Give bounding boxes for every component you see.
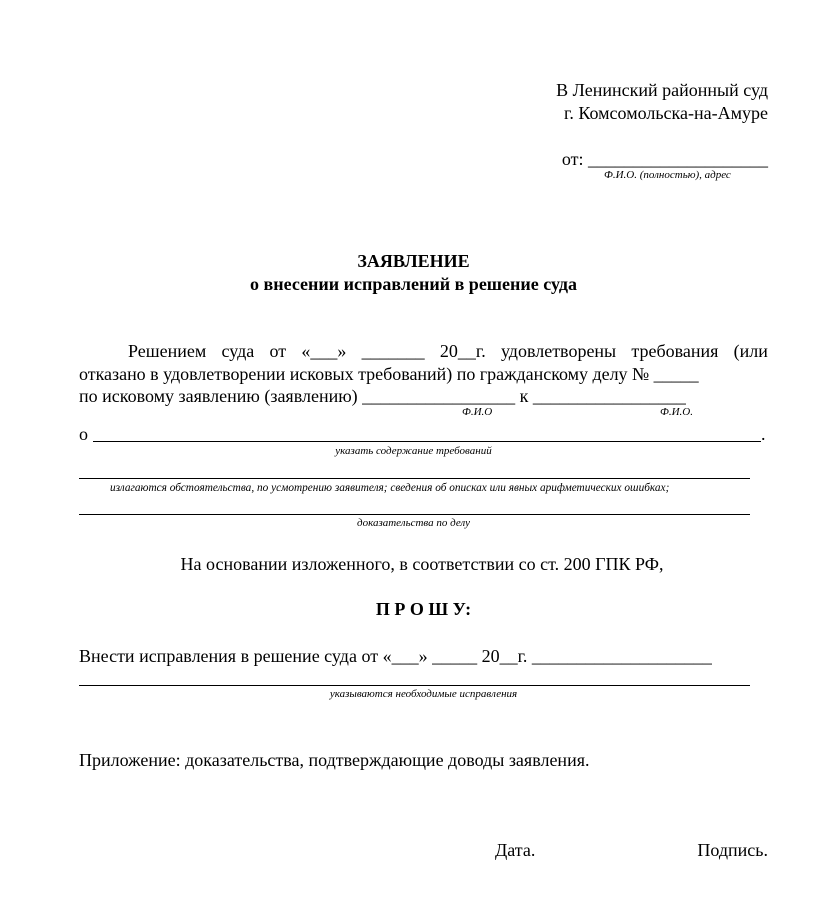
date-label: Дата. xyxy=(495,840,536,860)
body-word: «___» xyxy=(301,341,347,361)
body-line-2: отказано в удовлетворении исковых требований) по гражданскому делу № _____ xyxy=(79,364,699,384)
body-word: (или xyxy=(733,341,768,361)
request-text: Внести исправления в решение суда от «___» _____ 20__г. ____________________ xyxy=(79,646,712,666)
caption-fio-defendant: Ф.И.О. xyxy=(660,406,693,418)
corrections-blank-line xyxy=(79,685,750,686)
addressee-court: В Ленинский районный суд xyxy=(556,80,768,100)
caption-evidence: доказательства по делу xyxy=(357,517,470,529)
body-word: от xyxy=(269,341,287,361)
requirements-blank-line xyxy=(93,441,761,442)
signature-label: Подпись. xyxy=(697,840,768,860)
caption-fio-plaintiff: Ф.И.О xyxy=(462,406,493,418)
body-word: _______ xyxy=(361,341,425,361)
request-heading: П Р О Ш У: xyxy=(375,599,472,619)
body-word: Решением xyxy=(128,341,207,361)
body-line-1 xyxy=(128,342,768,360)
caption-corrections: указываются необходимые исправления xyxy=(329,688,518,700)
body-word: удовлетворены xyxy=(500,341,617,361)
requirements-prefix: о xyxy=(79,424,88,444)
sender-caption: Ф.И.О. (полностью), адрес xyxy=(604,169,731,181)
caption-circumstances: излагаются обстоятельства, по усмотрению заявителя; сведения об описках или явных арифметических ошибках; xyxy=(110,482,670,494)
document-title: ЗАЯВЛЕНИЕ xyxy=(357,251,470,271)
attachment-line: Приложение: доказательства, подтверждающие доводы заявления. xyxy=(79,750,590,770)
body-word: 20__г. xyxy=(439,341,486,361)
circumstances-blank-line xyxy=(79,478,750,479)
document-subtitle: о внесении исправлений в решение суда xyxy=(250,274,577,294)
requirements-end-dot: . xyxy=(761,424,766,444)
addressee-city: г. Комсомольска-на-Амуре xyxy=(564,103,768,123)
body-word: требования xyxy=(631,341,719,361)
body-line-3: по исковому заявлению (заявлению) _________________ к _________________ xyxy=(79,386,686,406)
sender-field: от: ____________________ xyxy=(561,149,768,169)
body-word: суда xyxy=(221,341,255,361)
caption-requirements: указать содержание требований xyxy=(335,445,492,457)
evidence-blank-line xyxy=(79,514,750,515)
basis-statement: На основании изложенного, в соответствии со ст. 200 ГПК РФ, xyxy=(180,554,664,574)
